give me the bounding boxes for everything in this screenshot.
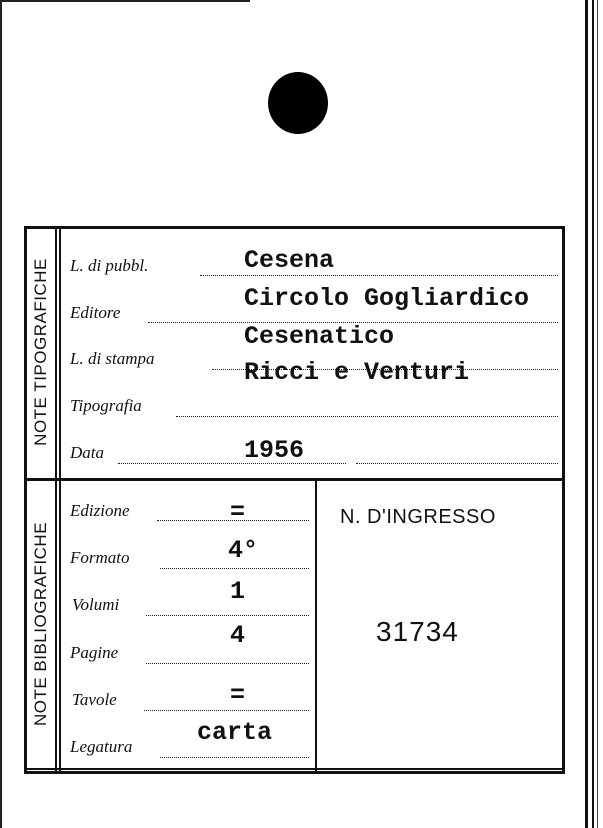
label-edizione: Edizione — [70, 501, 130, 520]
dotted-line — [200, 275, 558, 276]
value-luogo-pubblicazione: Cesena — [244, 246, 335, 275]
dotted-line — [176, 416, 558, 417]
label-pagine: Pagine — [70, 643, 119, 662]
label-tavole: Tavole — [72, 690, 117, 709]
bottom-inner-line — [27, 768, 562, 770]
side-column-divider-2 — [59, 229, 61, 772]
ingresso-divider — [315, 481, 317, 772]
value-legatura: carta — [197, 718, 273, 747]
label-volumi: Volumi — [72, 595, 120, 614]
value-editore: Circolo Gogliardico — [244, 284, 530, 313]
section-title-tipografiche: NOTE TIPOGRAFICHE — [31, 258, 50, 446]
value-editore-line2: Cesenatico — [244, 322, 395, 351]
card-right-edge — [585, 0, 588, 828]
value-formato: 4° — [228, 536, 259, 565]
dotted-line — [160, 568, 309, 569]
dotted-line — [160, 757, 309, 758]
value-tavole: = — [230, 681, 246, 710]
dotted-line — [146, 663, 309, 664]
dotted-line — [118, 463, 346, 464]
label-luogo-pubblicazione: L. di pubbl. — [70, 256, 149, 275]
value-edizione: = — [230, 498, 246, 527]
label-luogo-stampa: L. di stampa — [70, 349, 155, 368]
value-stampa: Ricci e Venturi — [244, 358, 470, 387]
section-divider — [27, 478, 562, 481]
punch-hole — [268, 72, 328, 134]
label-tipografia: Tipografia — [70, 396, 142, 415]
card-top-edge — [0, 0, 250, 2]
label-formato: Formato — [70, 548, 130, 567]
card-right-edge-3 — [597, 0, 598, 828]
ingresso-title: N. D'INGRESSO — [340, 506, 496, 528]
dotted-line — [356, 463, 558, 464]
value-pagine: 4 — [230, 621, 246, 650]
card-left-edge — [0, 0, 2, 828]
side-column-divider — [55, 229, 57, 772]
label-legatura: Legatura — [70, 737, 133, 756]
value-data: 1956 — [244, 436, 305, 465]
card-right-edge-2 — [592, 0, 594, 828]
value-volumi: 1 — [230, 577, 246, 606]
label-editore: Editore — [70, 303, 121, 322]
section-title-bibliografiche: NOTE BIBLIOGRAFICHE — [31, 521, 50, 727]
label-data: Data — [70, 443, 104, 462]
ingresso-number: 31734 — [376, 616, 459, 647]
dotted-line — [146, 615, 309, 616]
dotted-line — [144, 710, 309, 711]
